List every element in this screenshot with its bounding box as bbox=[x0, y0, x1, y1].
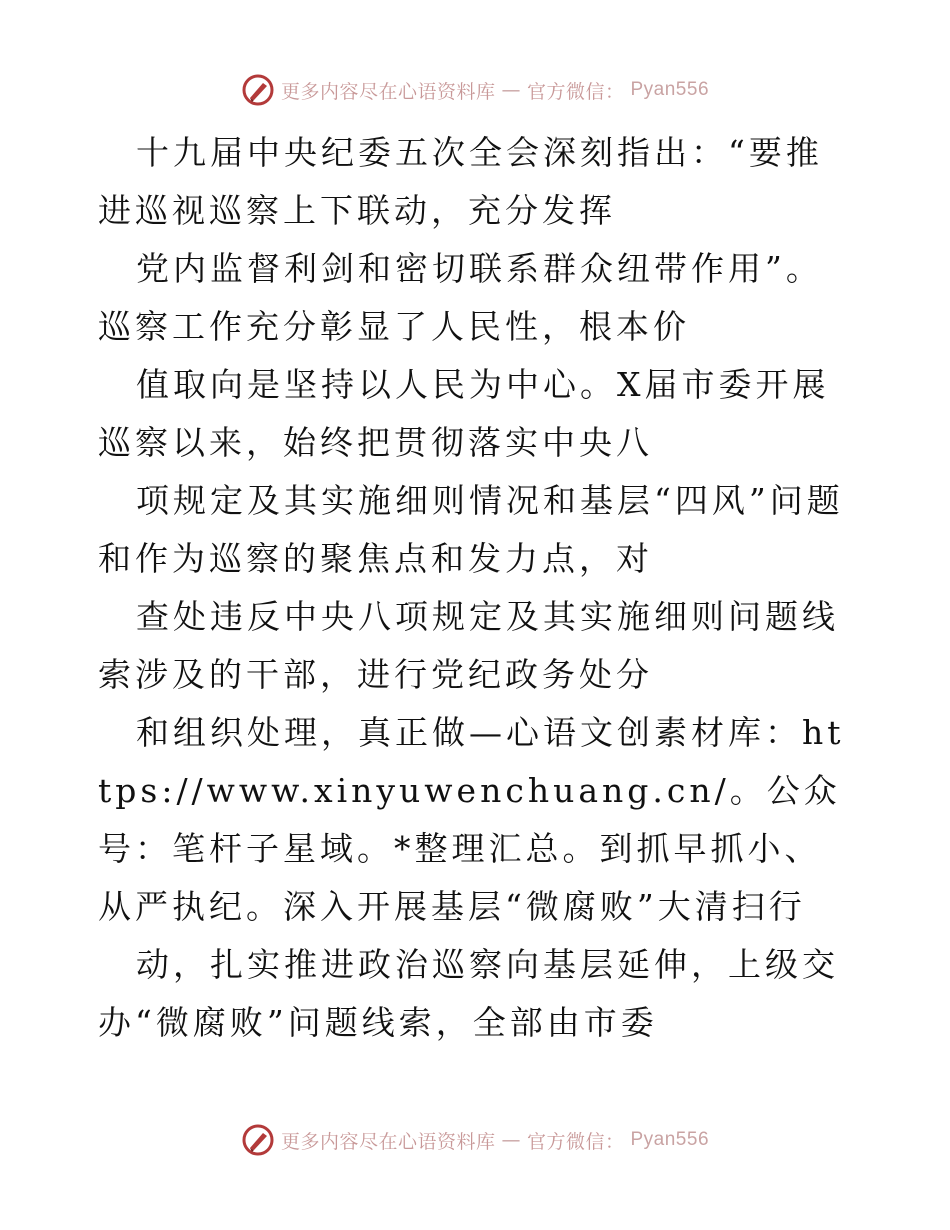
paragraph-5: 查处违反中央八项规定及其实施细则问题线索涉及的干部，进行党纪政务处分 bbox=[98, 597, 839, 694]
watermark-separator: — bbox=[501, 79, 521, 101]
watermark-label: 更多内容尽在心语资料库 bbox=[280, 1130, 496, 1153]
paragraph-4: 项规定及其实施细则情况和基层“四风”问题和作为巡察的聚焦点和发力点，对 bbox=[98, 481, 844, 578]
watermark-label: 更多内容尽在心语资料库 bbox=[280, 80, 496, 103]
watermark-id: Pyan556 bbox=[630, 1129, 710, 1150]
paragraph-2: 党内监督利剑和密切联系群众纽带作用”。巡察工作充分彰显了人民性，根本价 bbox=[98, 249, 823, 346]
watermark-contact: 官方微信： bbox=[526, 1130, 625, 1153]
watermark-id: Pyan556 bbox=[630, 79, 710, 100]
document-body bbox=[98, 124, 858, 1052]
watermark-separator: — bbox=[501, 1129, 521, 1151]
paragraph-7: 动，扎实推进政治巡察向基层延伸，上级交办“微腐败”问题线索，全部由市委 bbox=[98, 945, 839, 1042]
footer-watermark bbox=[0, 1120, 950, 1160]
watermark-contact: 官方微信： bbox=[526, 80, 625, 103]
paragraph-6: 和组织处理，真正做—心语文创素材库：https://www.xinyuwenchuang.cn/。公众号：笔杆子星域。*整理汇总。到抓早抓小、从严执纪。深入开展基层“微腐败”大清扫行 bbox=[98, 713, 845, 926]
pen-logo-icon bbox=[241, 1123, 275, 1157]
pen-logo-icon bbox=[241, 73, 275, 107]
paragraph-3: 值取向是坚持以人民为中心。X届市委开展巡察以来，始终把贯彻落实中央八 bbox=[98, 365, 830, 462]
paragraph-1: 十九届中央纪委五次全会深刻指出：“要推进巡视巡察上下联动，充分发挥 bbox=[98, 133, 823, 230]
header-watermark bbox=[0, 70, 950, 110]
